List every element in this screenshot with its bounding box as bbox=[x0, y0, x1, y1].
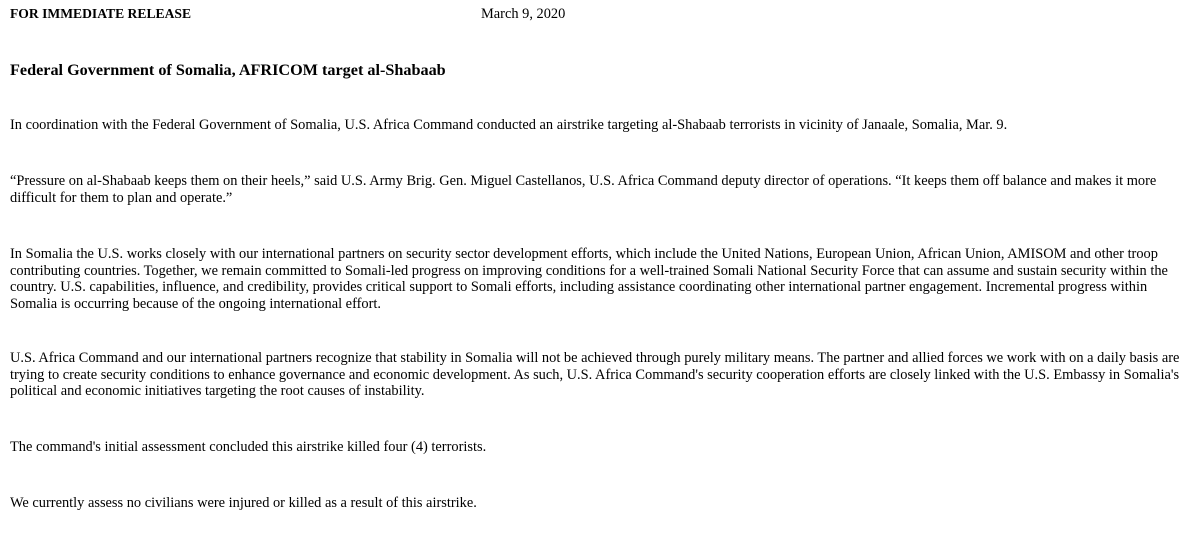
paragraph-partners: In Somalia the U.S. works closely with our international partners on security sector development efforts, which include the United Nations, European Union, African Union, AMISOM and other troop contributing countries. Together, we remain committed to Somali-led progress on improving conditions for a well-trained Somali National Security Force that can assume and sustain security within the country. U.S. capabilities, influence, and credibility, provides critical support to Somali efforts, including assistance coordinating other international partner engagement. Incremental progress within Somalia is occurring because of the ongoing international effort. bbox=[10, 246, 1168, 312]
paragraph-assessment: The command's initial assessment concluded this airstrike killed four (4) terrorists. bbox=[10, 439, 487, 455]
paragraph-coordination: In coordination with the Federal Government of Somalia, U.S. Africa Command conducted an airstrike targeting al-Shabaab terrorists in vicinity of Janaale, Somalia, Mar. 9. bbox=[10, 117, 1008, 133]
release-date: March 9, 2020 bbox=[481, 6, 566, 22]
paragraph-civilians: We currently assess no civilians were injured or killed as a result of this airstrike. bbox=[10, 495, 477, 511]
headline: Federal Government of Somalia, AFRICOM target al-Shabaab bbox=[10, 61, 446, 79]
release-label: FOR IMMEDIATE RELEASE bbox=[10, 6, 192, 21]
release-line bbox=[10, 6, 1190, 24]
paragraph-stability: U.S. Africa Command and our international partners recognize that stability in Somalia will not be achieved through purely military means. The partner and allied forces we work with on a daily basis are trying to create security conditions to enhance governance and economic development. As such, U.S. Africa Command's security cooperation efforts are closely linked with the U.S. Embassy in Somalia's political and economic initiatives targeting the root causes of instability. bbox=[10, 350, 1180, 399]
paragraph-quote: “Pressure on al-Shabaab keeps them on their heels,” said U.S. Army Brig. Gen. Miguel Castellanos, U.S. Africa Command deputy director of operations. “It keeps them off balance and makes it more difficult for them to plan and operate.” bbox=[10, 173, 1157, 206]
